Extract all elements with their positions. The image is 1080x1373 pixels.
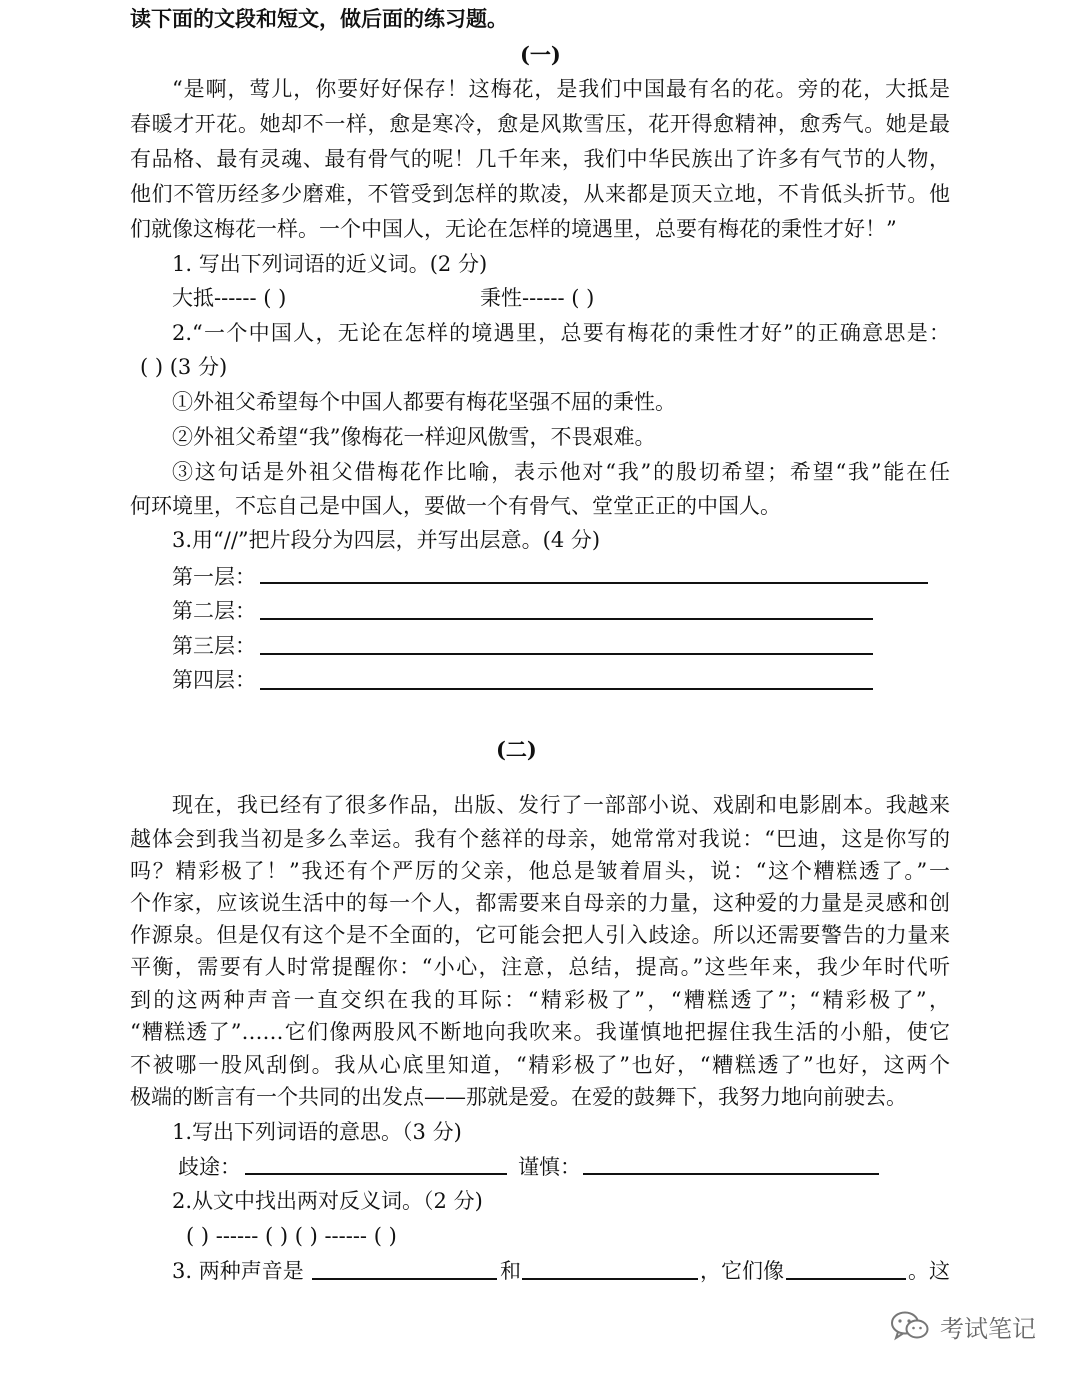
passage-line: 不被哪一股风刮倒。我从心底里知道，“精彩极了”也好，“糟糕透了”也好，这两个 [130, 1053, 950, 1077]
voice-1-blank[interactable] [312, 1256, 497, 1280]
option-3-continued: 何环境里，不忘自己是中国人，要做一个有骨气、堂堂正正的中国人。 [130, 494, 781, 518]
passage-line: 吗？精彩极了！”我还有个严厉的父亲，他总是皱着眉头，说：“这个糟糕透了。”一 [130, 859, 950, 883]
question-2-answer[interactable]: ( ) (3 分) [140, 355, 228, 379]
passage-line: 到的这两种声音一直交织在我的耳际：“精彩极了”，“糟糕透了”；“精彩极了”， [130, 988, 950, 1012]
layer-1-label: 第一层： [172, 565, 256, 589]
s2-question-3-and: 和 [500, 1259, 521, 1283]
section2-title: (二) [496, 737, 537, 762]
word-jinshen-blank[interactable] [583, 1151, 879, 1175]
passage-line: “糟糕透了”……它们像两股风不断地向我吹来。我谨慎地把握住我生活的小船，使它 [130, 1020, 950, 1044]
layer-1-blank[interactable] [260, 560, 928, 584]
passage-line: 现在，我已经有了很多作品，出版、发行了一部部小说、戏剧和电影剧本。我越来 [172, 793, 950, 817]
synonym-answer-1[interactable]: 大抵------ ( ) [172, 286, 287, 310]
passage-line: 个作家，应该说生活中的每一个人，都需要来自母亲的力量，这种爱的力量是灵感和创 [130, 891, 950, 915]
layer-3-label: 第三层： [172, 634, 256, 658]
passage-line: 他们不管历经多少磨难，不管受到怎样的欺凌，从来都是顶天立地，不肯低头折节。他 [130, 182, 950, 206]
section1-title: (一) [520, 42, 561, 67]
word-qitu-label: 歧途： [178, 1155, 241, 1179]
passage-line: 平衡，需要有人时常提醒你：“小心，注意，总结，提高。”这些年来，我少年时代听 [130, 955, 950, 979]
watermark [890, 1306, 1036, 1346]
layer-2-blank[interactable] [260, 596, 873, 620]
option-3: ③这句话是外祖父借梅花作比喻，表示他对“我”的殷切希望；希望“我”能在任 [172, 460, 950, 484]
s2-question-2-prompt: 2.从文中找出两对反义词。（2 分) [172, 1189, 483, 1213]
option-1: ①外祖父希望每个中国人都要有梅花坚强不屈的秉性。 [172, 390, 676, 414]
wechat-icon [890, 1310, 930, 1342]
passage-line: 春暖才开花。她却不一样，愈是寒冷，愈是风欺雪压，花开得愈精神，愈秀气。她是最 [130, 112, 950, 136]
layer-2-label: 第二层： [172, 599, 256, 623]
passage-line: 极端的断言有一个共同的出发点——那就是爱。在爱的鼓舞下，我努力地向前驶去。 [130, 1085, 907, 1109]
passage-line: “是啊，莺儿，你要好好保存！这梅花，是我们中国最有名的花。旁的花，大抵是 [172, 77, 950, 101]
s2-question-1-prompt: 1.写出下列词语的意思。（3 分) [172, 1120, 462, 1144]
layer-4-label: 第四层： [172, 668, 256, 692]
question-1-prompt: 1. 写出下列词语的近义词。(2 分) [172, 252, 488, 276]
passage-line: 作源泉。但是仅有这个是不全面的，它可能会把人引入歧途。所以还需要警告的力量来 [130, 923, 950, 947]
antonym-pairs[interactable]: ( ) ------ ( ) ( ) ------ ( ) [186, 1224, 397, 1248]
question-3-prompt: 3.用“//”把片段分为四层，并写出层意。(4 分) [172, 528, 601, 552]
passage-line: 有品格、最有灵魂、最有骨气的呢！几千年来，我们中华民族出了许多有气节的人物， [130, 147, 950, 171]
simile-blank[interactable] [786, 1256, 906, 1280]
passage-line: 们就像这梅花一样。一个中国人，无论在怎样的境遇里，总要有梅花的秉性才好！” [130, 217, 897, 241]
option-2: ②外祖父希望“我”像梅花一样迎风傲雪，不畏艰难。 [172, 425, 656, 449]
watermark-label: 考试笔记 [940, 1314, 1036, 1343]
synonym-answer-2[interactable]: 秉性------ ( ) [480, 286, 595, 310]
s2-question-3-lead: 3. 两种声音是 [172, 1259, 304, 1283]
s2-question-3-tail: 。这 [908, 1259, 950, 1283]
passage-line: 越体会到我当初是多么幸运。我有个慈祥的母亲，她常常对我说：“巴迪，这是你写的 [130, 827, 950, 851]
instruction: 读下面的文段和短文，做后面的练习题。 [130, 6, 508, 31]
word-jinshen-label: 谨慎： [518, 1155, 581, 1179]
question-2-prompt: 2.“一个中国人，无论在怎样的境遇里，总要有梅花的秉性才好”的正确意思是： [172, 321, 950, 345]
word-qitu-blank[interactable] [245, 1151, 507, 1175]
voice-2-blank[interactable] [522, 1256, 698, 1280]
layer-3-blank[interactable] [260, 631, 873, 655]
s2-question-3-like: ，它们像 [700, 1259, 784, 1283]
layer-4-blank[interactable] [260, 666, 873, 690]
